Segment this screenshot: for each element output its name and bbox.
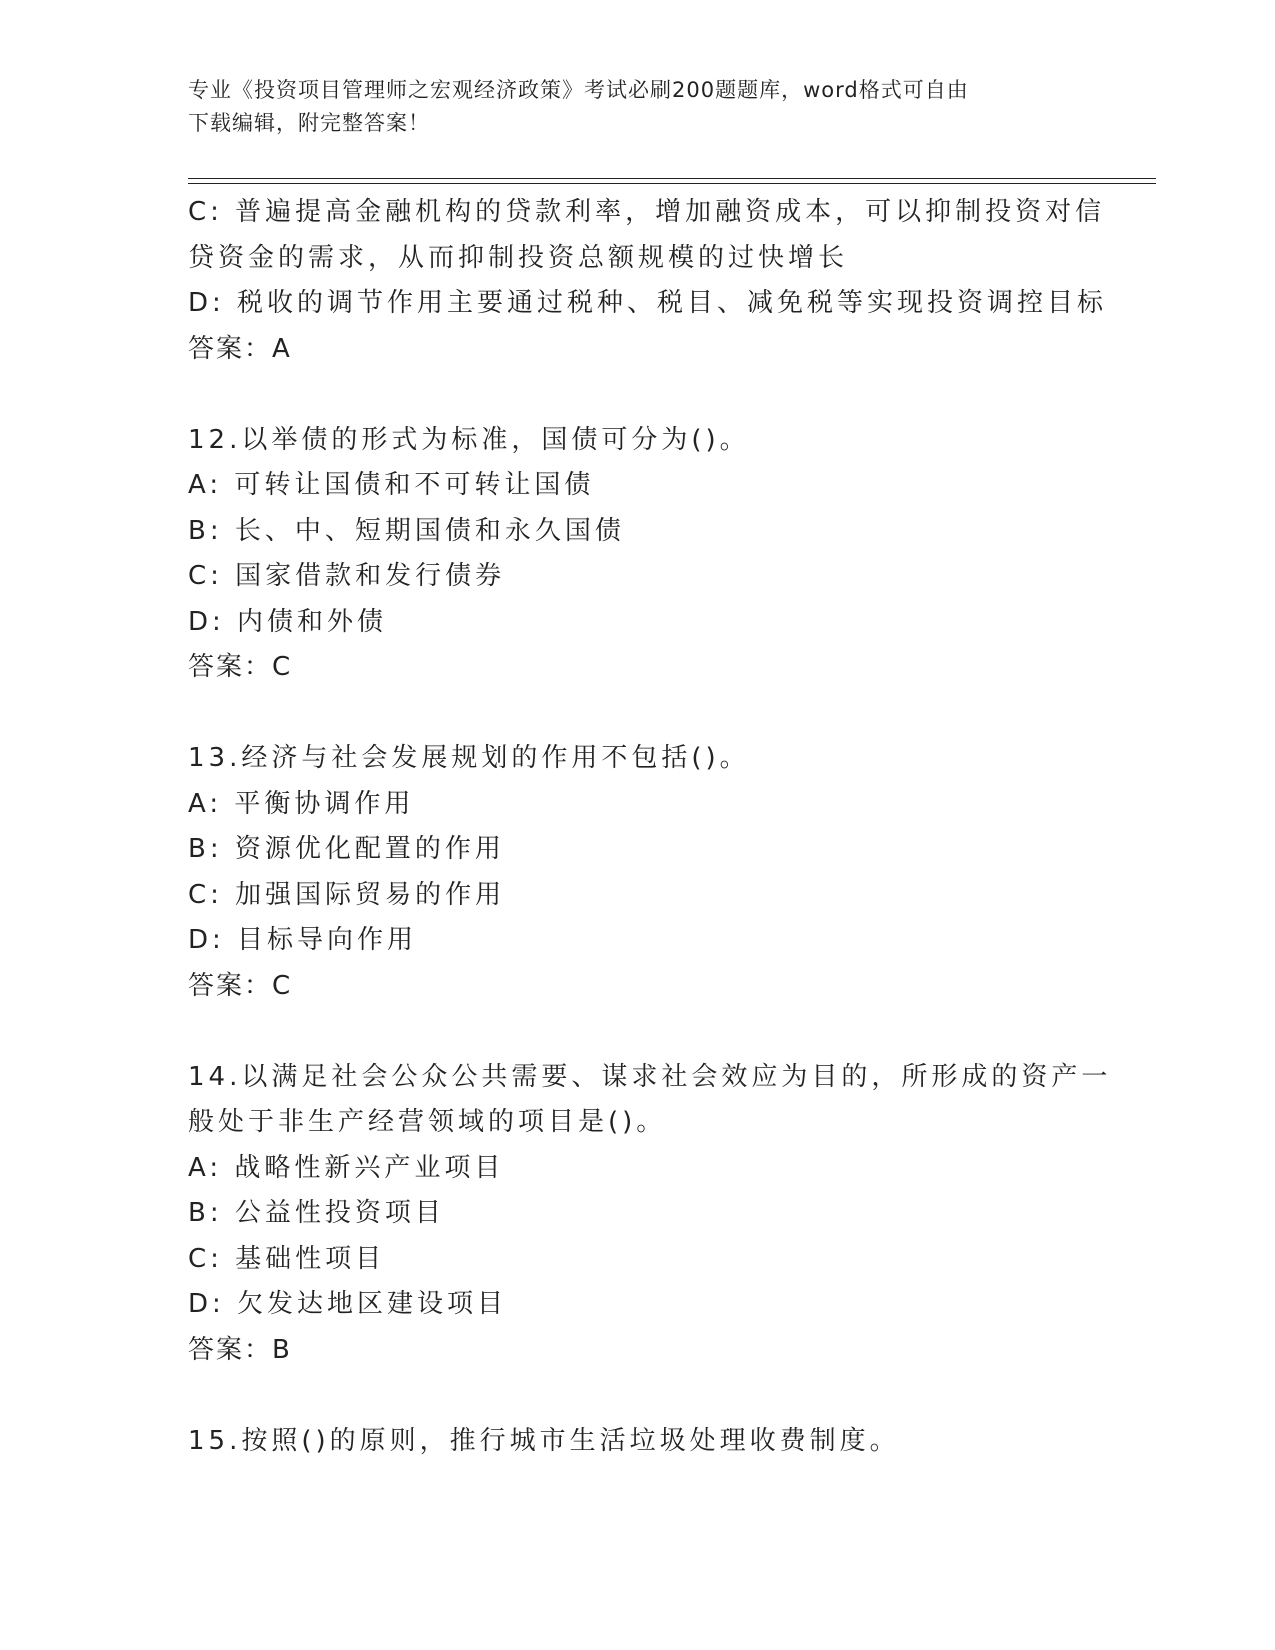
answer: 答案：C — [188, 970, 293, 1001]
option-a: A: 战略性新兴产业项目 — [188, 1152, 505, 1183]
header-line: 下载编辑，附完整答案！ — [188, 111, 430, 135]
answer: 答案：A — [188, 333, 292, 364]
option-d: D: 目标导向作用 — [188, 925, 418, 955]
option-b: B: 资源优化配置的作用 — [188, 834, 505, 864]
question-11-continued — [188, 190, 1108, 372]
option-d: D: 内债和外债 — [188, 606, 388, 637]
question-stem: 15.按照()的原则，推行城市生活垃圾处理收费制度。 — [188, 1425, 900, 1456]
option-b: B: 长、中、短期国债和永久国债 — [188, 515, 625, 546]
answer: 答案：B — [188, 1334, 292, 1365]
question-13 — [188, 736, 1088, 1009]
option-a: A: 平衡协调作用 — [188, 788, 415, 819]
question-stem: 12.以举债的形式为标准，国债可分为()。 — [188, 424, 750, 455]
option-c: C: 加强国际贸易的作用 — [188, 879, 506, 910]
header-divider — [188, 183, 1156, 184]
question-15 — [188, 1419, 1088, 1465]
question-stem-continued: 般处于非生产经营领域的项目是()。 — [188, 1107, 667, 1137]
option-b: B: 公益性投资项目 — [188, 1198, 445, 1228]
option-a: A: 可转让国债和不可转让国债 — [188, 470, 595, 500]
document-header — [188, 74, 1068, 140]
header-line: 专业《投资项目管理师之宏观经济政策》考试必刷200题题库，word格式可自由 — [188, 78, 969, 102]
option-d: D: 欠发达地区建设项目 — [188, 1289, 508, 1319]
answer: 答案：C — [188, 652, 293, 682]
option-c: C: 国家借款和发行债券 — [188, 561, 506, 591]
question-12 — [188, 418, 1088, 691]
question-list — [188, 190, 1112, 1464]
option-c-continued: 贷资金的需求，从而抑制投资总额规模的过快增长 — [188, 242, 849, 273]
question-14 — [188, 1055, 1112, 1374]
question-stem: 14.以满足社会公众公共需要、谋求社会效应为目的，所形成的资产一 — [188, 1061, 1112, 1092]
option-d: D: 税收的调节作用主要通过税种、税目、减免税等实现投资调控目标 — [188, 288, 1108, 318]
option-c: C: 基础性项目 — [188, 1243, 386, 1274]
header-divider — [188, 178, 1156, 179]
option-c: C: 普遍提高金融机构的贷款利率，增加融资成本，可以抑制投资对信 — [188, 197, 1106, 227]
question-stem: 13.经济与社会发展规划的作用不包括()。 — [188, 743, 750, 773]
